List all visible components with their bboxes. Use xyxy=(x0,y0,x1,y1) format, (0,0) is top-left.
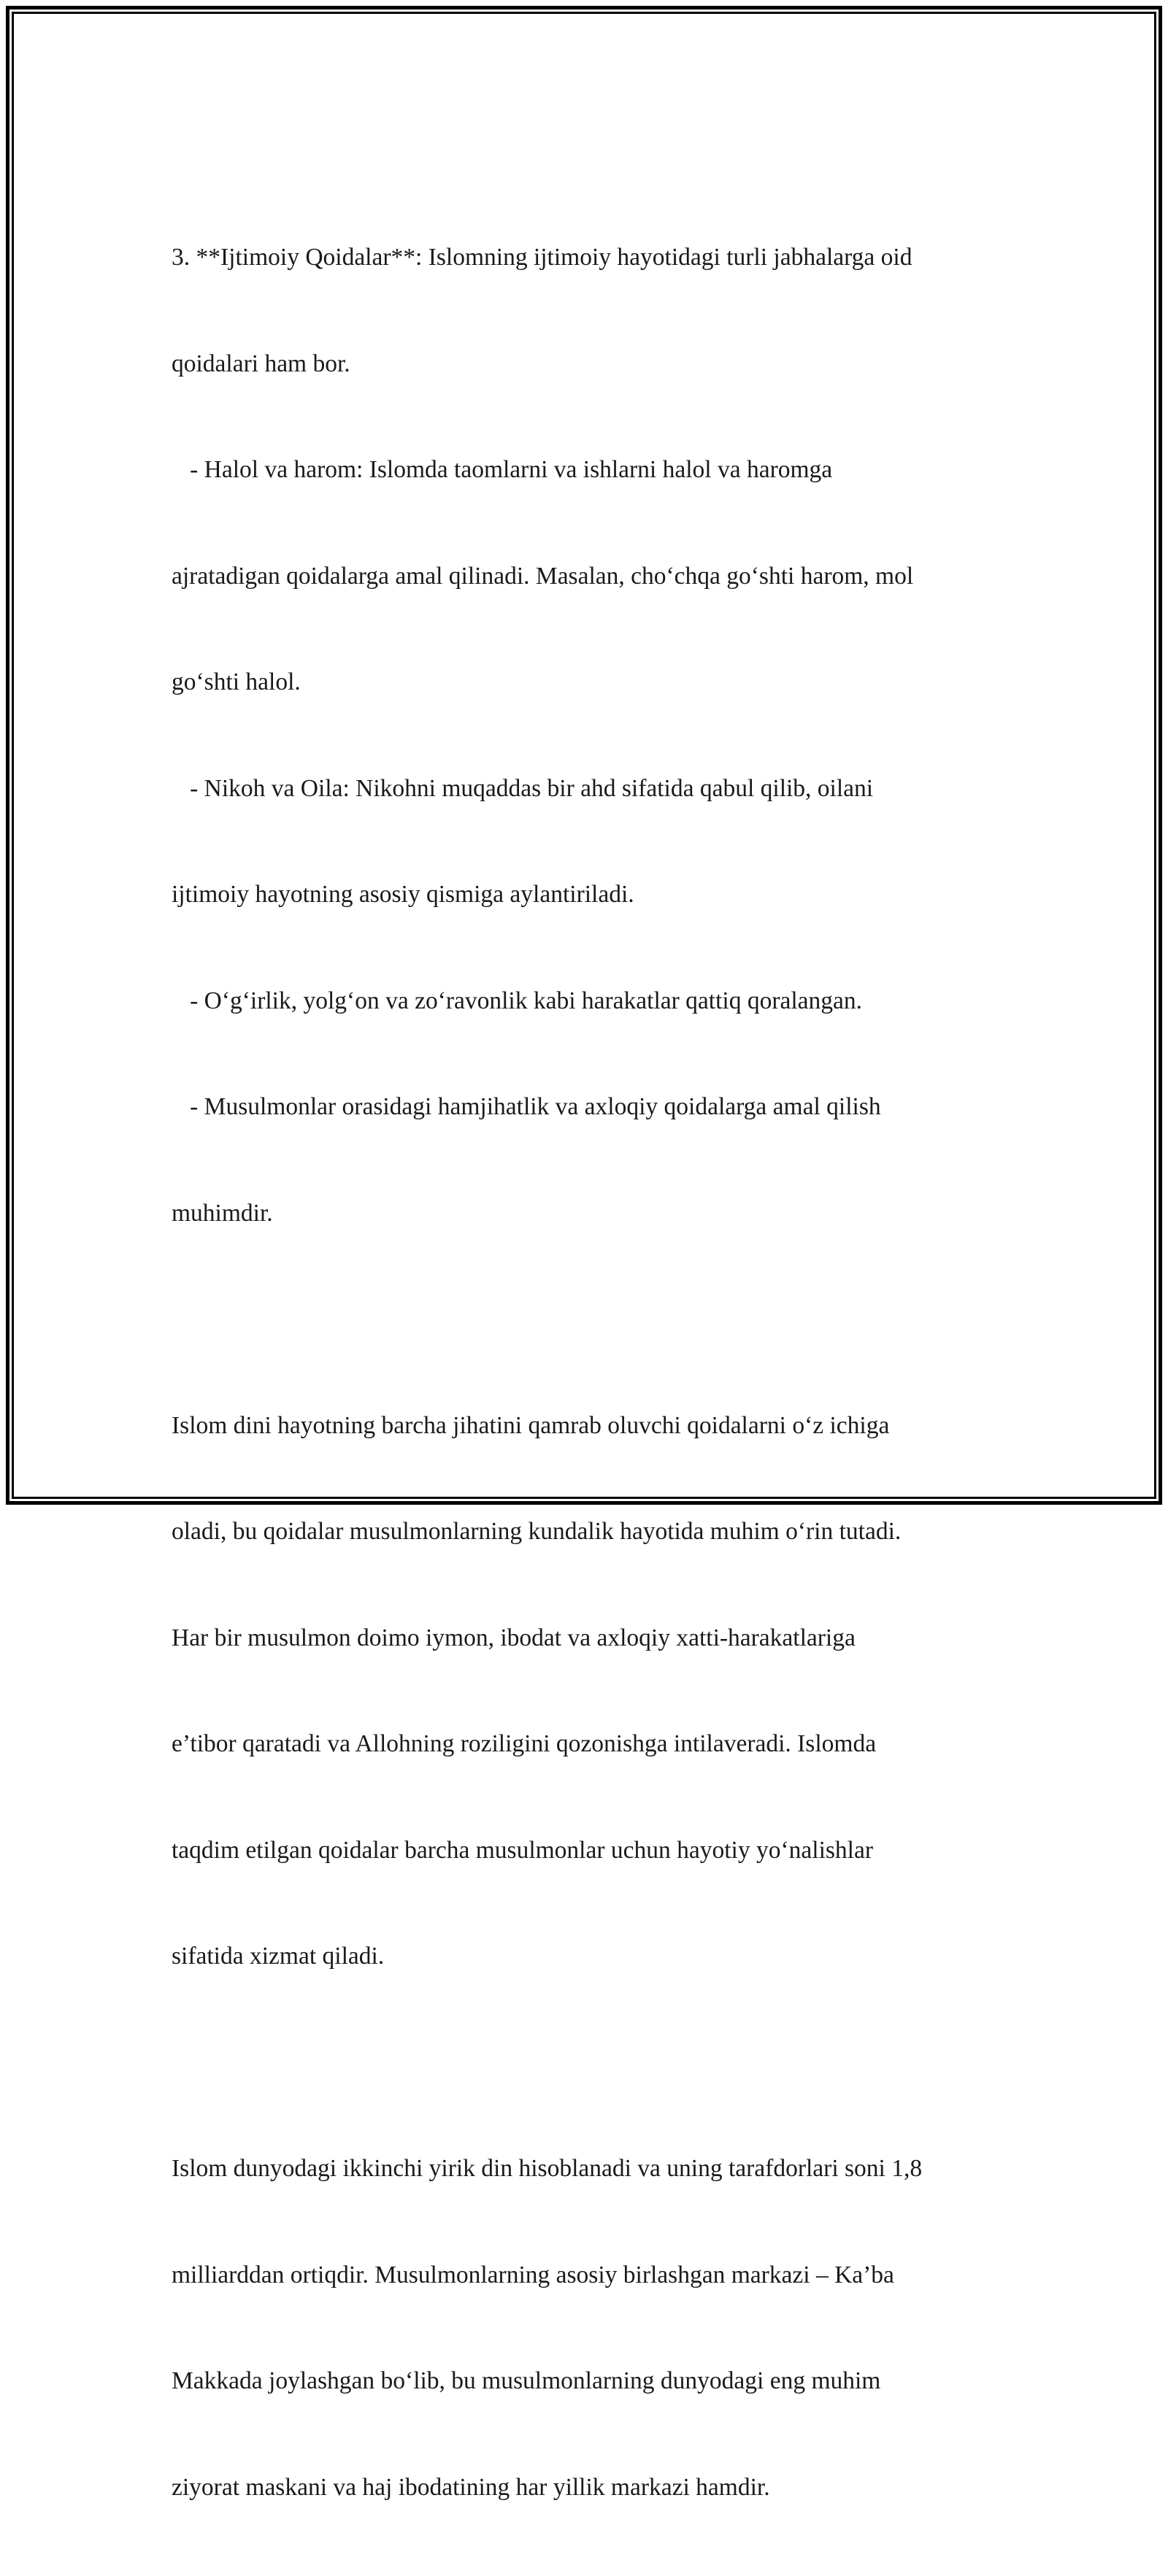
text-line: Har bir musulmon doimo iymon, ibodat va axloqiy xatti-harakatlariga xyxy=(172,1624,856,1651)
text-line: milliarddan ortiqdir. Musulmonlarning asosiy birlashgan markazi – Ka’ba xyxy=(172,2261,894,2288)
list-item-ogirlik: - O‘g‘irlik, yolg‘on va zo‘ravonlik kabi harakatlar qattiq qoralangan. xyxy=(172,987,863,1014)
text-line: ijtimoiy hayotning asosiy qismiga aylantiriladi. xyxy=(172,881,634,908)
paragraph-spacer xyxy=(172,2045,1004,2081)
list-item-nikoh-oila: - Nikoh va Oila: Nikohni muqaddas bir ahd sifatida qabul qilib, oilani xyxy=(172,774,874,802)
document-body xyxy=(172,169,1004,2576)
text-line: qoidalari ham bor. xyxy=(172,350,350,377)
section-ijtimoiy-qoidalar xyxy=(172,169,1004,1302)
text-line: Islom dunyodagi ikkinchi yirik din hisoblanadi va uning tarafdorlari soni 1,8 xyxy=(172,2155,923,2182)
text-line: ajratadigan qoidalarga amal qilinadi. Masalan, cho‘chqa go‘shti harom, mol xyxy=(172,562,914,590)
paragraph-spacer xyxy=(172,1302,1004,1338)
text-line: Makkada joylashgan bo‘lib, bu musulmonlarning dunyodagi eng muhim xyxy=(172,2367,881,2394)
text-line: Islom dini hayotning barcha jihatini qamrab oluvchi qoidalarni o‘z ichiga xyxy=(172,1411,890,1439)
text-line: oladi, bu qoidalar musulmonlarning kundalik hayotida muhim o‘rin tutadi. xyxy=(172,1518,902,1545)
text-line: e’tibor qaratadi va Allohning roziligini qozonishga intilaveradi. Islomda xyxy=(172,1730,877,1757)
list-item-hamjihatlik: - Musulmonlar orasidagi hamjihatlik va axloqiy qoidalarga amal qilish xyxy=(172,1093,881,1120)
paragraph-islom-dini xyxy=(172,1338,1004,2045)
text-line: ziyorat maskani va haj ibodatining har yillik markazi hamdir. xyxy=(172,2473,770,2501)
text-line: go‘shti halol. xyxy=(172,668,301,695)
paragraph-islom-dunyodagi xyxy=(172,2081,1004,2576)
text-line: 3. **Ijtimoiy Qoidalar**: Islomning ijtimoiy hayotidagi turli jabhalarga oid xyxy=(172,244,912,271)
text-line: taqdim etilgan qoidalar barcha musulmonlar uchun hayotiy yo‘nalishlar xyxy=(172,1836,873,1864)
list-item-halol-harom: - Halol va harom: Islomda taomlarni va ishlarni halol va haromga xyxy=(172,456,833,483)
text-line: sifatida xizmat qiladi. xyxy=(172,1943,385,1970)
text-line: muhimdir. xyxy=(172,1199,273,1227)
